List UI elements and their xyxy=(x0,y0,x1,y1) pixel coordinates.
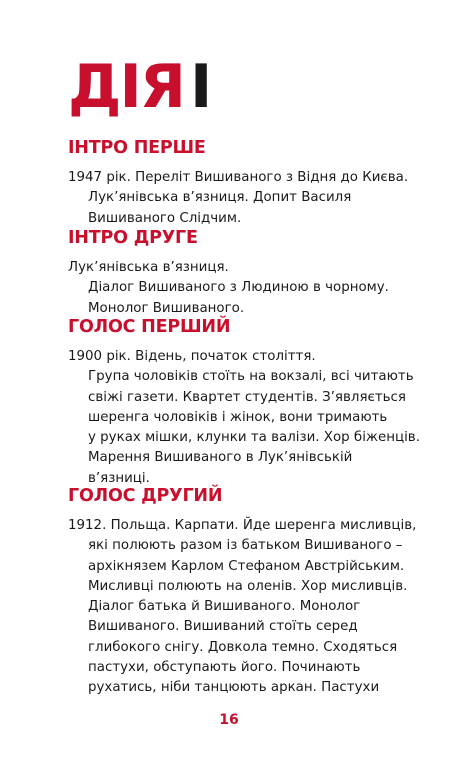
text-line: 1900 рік. Відень, початок століття. xyxy=(68,349,316,364)
section-text xyxy=(68,168,413,229)
section-intro-first xyxy=(68,137,413,229)
text-line: Діалог батька й Вишиваного. Монолог xyxy=(88,599,361,615)
act-word: ДІЯ xyxy=(68,52,184,122)
section-text xyxy=(68,347,420,489)
text-line: Група чоловіків стоїть на вокзалі, всі читають xyxy=(88,369,414,385)
text-line: рухатись, ніби танцюють аркан. Пастухи xyxy=(88,680,380,696)
section-heading: ІНТРО ПЕРШЕ xyxy=(68,138,206,158)
text-line: Марення Вишиваного в Лук’янівській xyxy=(88,450,353,466)
text-line: шеренга чоловіків і жінок, вони тримають xyxy=(88,409,388,425)
section-heading: ІНТРО ДРУГЕ xyxy=(68,228,198,248)
text-line: Вишиваного. Вишиваний стоїть серед xyxy=(88,619,358,635)
section-text xyxy=(68,258,413,319)
text-line: Лук’янівська в’язниця. Допит Василя xyxy=(88,190,352,206)
text-line: Вишиваного Слідчим. xyxy=(88,210,242,226)
text-line: архікнязем Карлом Стефаном Австрійським. xyxy=(88,558,405,574)
text-line: пастухи, обступають його. Починають xyxy=(88,660,361,676)
section-voice-first xyxy=(68,316,420,489)
text-line: Монолог Вишиваного. xyxy=(88,300,245,316)
page-number: 16 xyxy=(219,712,239,728)
act-title xyxy=(68,52,211,122)
section-heading: ГОЛОС ДРУГИЙ xyxy=(68,486,223,506)
text-line: глибокого снігу. Довкола темно. Сходяться xyxy=(88,639,398,655)
text-line: у руках мішки, клунки та валізи. Хор біженців. xyxy=(88,430,420,446)
text-line: які полюють разом із батьком Вишиваного – xyxy=(88,538,403,554)
section-intro-second xyxy=(68,227,413,319)
text-line: 1912. Польща. Карпати. Йде шеренга мисливців, xyxy=(68,518,417,533)
section-voice-second xyxy=(68,485,417,699)
text-line: свіжі газети. Квартет студентів. З’являється xyxy=(88,389,406,405)
text-line: Мисливці полюють на оленів. Хор мисливців. xyxy=(88,578,408,594)
text-line: в’язниці. xyxy=(88,470,150,486)
act-number: I xyxy=(189,52,211,122)
text-line: Лук’янівська в’язниця. xyxy=(68,260,229,275)
text-line: Діалог Вишиваного з Людиною в чорному. xyxy=(88,280,389,296)
section-heading: ГОЛОС ПЕРШИЙ xyxy=(68,317,231,337)
text-line: 1947 рік. Переліт Вишиваного з Відня до Києва. xyxy=(68,170,409,185)
section-text xyxy=(68,516,417,699)
